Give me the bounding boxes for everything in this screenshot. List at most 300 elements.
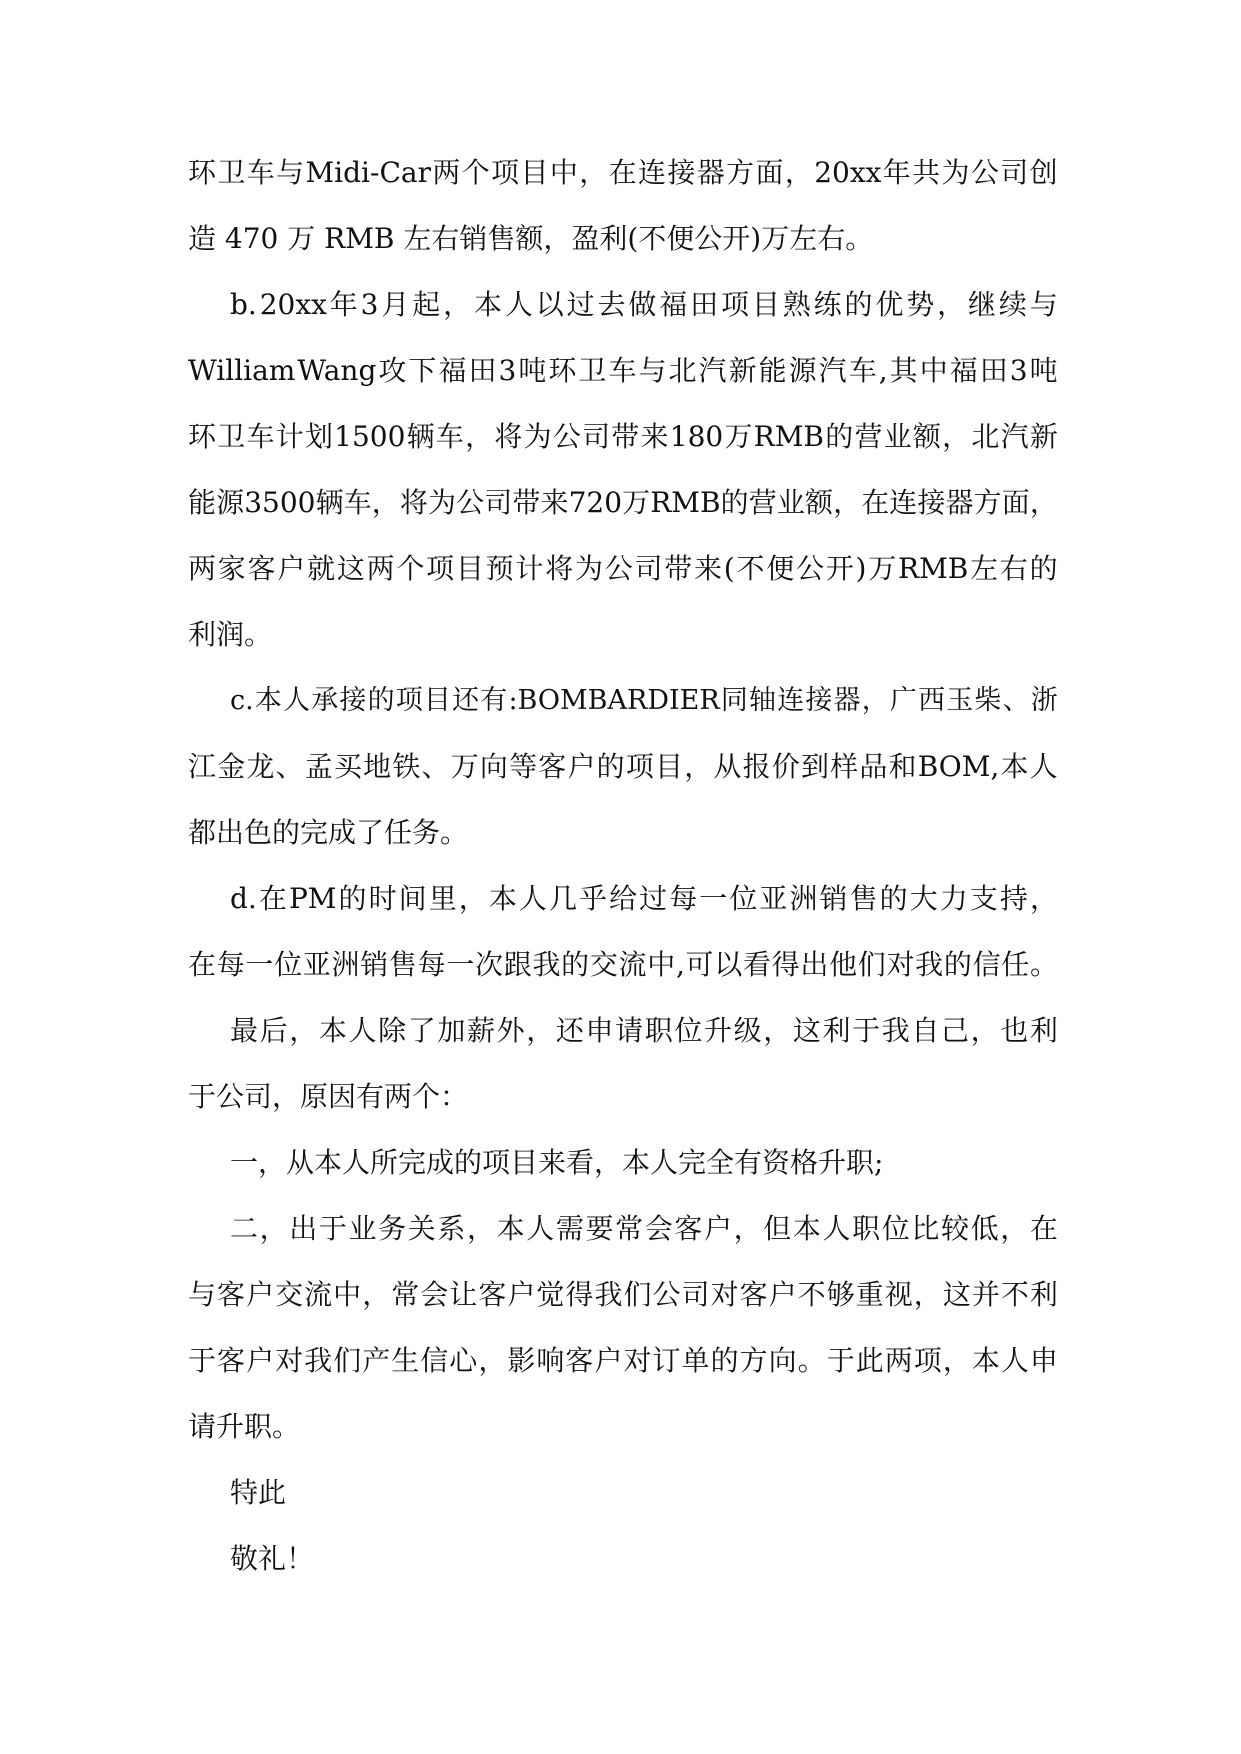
text-segment: ， bbox=[913, 1278, 942, 1311]
text-segment: 看 bbox=[742, 948, 771, 981]
text-segment: 为 bbox=[574, 552, 603, 585]
text-segment: 计 bbox=[515, 552, 544, 585]
text-segment: 公 bbox=[796, 552, 825, 585]
document-body bbox=[188, 156, 1058, 1608]
text-segment: 两 bbox=[432, 156, 461, 189]
text-segment: 司 bbox=[634, 552, 663, 585]
text-segment: 柴 bbox=[974, 685, 1002, 716]
text-segment: 势 bbox=[906, 288, 935, 321]
text-segment: 觉 bbox=[536, 1278, 565, 1311]
text-segment: 铁 bbox=[392, 750, 421, 783]
text-segment: 车 bbox=[246, 420, 275, 453]
text-line bbox=[188, 486, 1058, 552]
text-segment: 能 bbox=[758, 354, 787, 387]
text-segment: 给 bbox=[609, 882, 638, 915]
text-segment: 本 bbox=[792, 1212, 821, 1245]
text-segment: 升 bbox=[704, 1014, 733, 1047]
text-line bbox=[188, 1278, 1058, 1344]
text-segment: ， bbox=[937, 288, 966, 321]
text-segment: 于 bbox=[188, 1344, 217, 1377]
text-segment: 薪 bbox=[467, 1014, 496, 1047]
text-segment: PM bbox=[288, 882, 337, 915]
text-segment: 够 bbox=[826, 1278, 855, 1311]
text-segment: d. bbox=[230, 882, 257, 915]
text-segment: 的 bbox=[879, 882, 908, 915]
text-segment: 卫 bbox=[217, 156, 246, 189]
text-segment: 申 bbox=[1029, 1344, 1058, 1377]
text-segment: 孟 bbox=[304, 750, 333, 783]
text-segment: 以 bbox=[535, 288, 564, 321]
text-segment: 玉 bbox=[946, 685, 974, 716]
text-segment: ) bbox=[855, 552, 867, 585]
text-line: 都出色的完成了任务。 bbox=[188, 816, 469, 849]
text-segment: 常 bbox=[391, 1278, 420, 1311]
text-segment: 可 bbox=[685, 948, 714, 981]
text-segment: 们 bbox=[857, 948, 886, 981]
text-segment: RMB bbox=[650, 486, 721, 519]
text-segment: 公 bbox=[552, 420, 581, 453]
text-segment: 项 bbox=[491, 156, 520, 189]
text-segment: 位 bbox=[674, 1014, 703, 1047]
text-segment: 年 bbox=[329, 288, 358, 321]
text-segment: 连 bbox=[889, 486, 918, 519]
text-segment: 万 bbox=[724, 420, 753, 453]
text-segment: 客 bbox=[247, 552, 276, 585]
text-segment: 将 bbox=[545, 552, 574, 585]
text-segment: 带 bbox=[512, 486, 541, 519]
text-segment: 同 bbox=[720, 685, 748, 716]
text-segment: 在 bbox=[608, 156, 637, 189]
text-segment: 、 bbox=[421, 750, 450, 783]
text-segment: 在 bbox=[1029, 1212, 1058, 1245]
text-segment: 项 bbox=[625, 750, 654, 783]
text-segment: ， bbox=[526, 1014, 555, 1047]
text-segment: 洲 bbox=[331, 948, 360, 981]
text-segment: ( bbox=[723, 552, 735, 585]
text-segment: 器 bbox=[945, 486, 974, 519]
text-segment: 二 bbox=[230, 1212, 259, 1245]
text-segment: 180 bbox=[669, 420, 724, 453]
text-segment: 两 bbox=[366, 552, 395, 585]
text-segment: 户 bbox=[507, 1278, 536, 1311]
text-segment: 本 bbox=[254, 685, 282, 716]
text-segment: 接 bbox=[667, 156, 696, 189]
text-segment: 最 bbox=[230, 1014, 259, 1047]
text-segment: 和 bbox=[888, 750, 917, 783]
text-segment: 器 bbox=[696, 156, 725, 189]
text-segment: 价 bbox=[771, 750, 800, 783]
text-segment: 利 bbox=[1029, 1278, 1058, 1311]
text-segment: 本 bbox=[496, 1212, 525, 1245]
text-segment: 业 bbox=[776, 486, 805, 519]
text-segment: 器 bbox=[833, 685, 861, 716]
text-segment: 产 bbox=[362, 1344, 391, 1377]
text-segment: 接 bbox=[917, 486, 946, 519]
text-segment: 车 bbox=[435, 420, 464, 453]
text-segment: 但 bbox=[763, 1212, 792, 1245]
text-segment: 利 bbox=[822, 1014, 851, 1047]
text-segment: 不 bbox=[736, 552, 765, 585]
text-segment: 练 bbox=[813, 288, 842, 321]
text-segment: 龙 bbox=[246, 750, 275, 783]
text-line bbox=[188, 750, 1058, 816]
text-segment: 间 bbox=[398, 882, 427, 915]
text-segment: 本 bbox=[488, 882, 517, 915]
text-segment: Midi-Car bbox=[305, 156, 431, 189]
text-segment: 方 bbox=[739, 1344, 768, 1377]
text-line: 请升职。 bbox=[188, 1410, 301, 1443]
text-segment: 继 bbox=[967, 288, 996, 321]
text-segment: 方 bbox=[726, 156, 755, 189]
text-segment: 影 bbox=[507, 1344, 536, 1377]
text-segment: 过 bbox=[566, 288, 595, 321]
text-segment: 每 bbox=[669, 882, 698, 915]
text-segment: 司 bbox=[484, 486, 513, 519]
text-segment: 3 bbox=[360, 288, 379, 321]
text-segment: 职 bbox=[644, 1014, 673, 1047]
text-segment: 位 bbox=[274, 948, 303, 981]
text-segment: 目 bbox=[455, 552, 484, 585]
text-segment: 。 bbox=[797, 1344, 826, 1377]
text-segment: 重 bbox=[855, 1278, 884, 1311]
text-segment: 3500 bbox=[244, 486, 316, 519]
text-segment: 向 bbox=[768, 1344, 797, 1377]
text-segment: 业 bbox=[348, 1212, 377, 1245]
text-segment: 买 bbox=[333, 750, 362, 783]
text-segment: 对 bbox=[886, 948, 915, 981]
text-segment: 的 bbox=[596, 750, 625, 783]
text-segment: 。 bbox=[1029, 948, 1058, 981]
text-segment: 、 bbox=[275, 750, 304, 783]
text-segment: 利 bbox=[1029, 1014, 1058, 1047]
text-segment: 福 bbox=[659, 288, 688, 321]
text-segment: 田 bbox=[468, 354, 497, 387]
text-segment: 流 bbox=[618, 948, 647, 981]
text-segment: 家 bbox=[217, 552, 246, 585]
text-segment: 中 bbox=[919, 354, 948, 387]
text-segment: 将 bbox=[494, 420, 523, 453]
text-segment: 源 bbox=[216, 486, 245, 519]
closing-line-1: 特此 bbox=[230, 1476, 287, 1509]
text-segment: 来 bbox=[640, 420, 669, 453]
text-segment: 起 bbox=[412, 288, 441, 321]
text-segment: b. bbox=[230, 288, 257, 321]
text-segment: 的 bbox=[710, 1344, 739, 1377]
text-segment: 的 bbox=[825, 420, 854, 453]
text-segment: 为 bbox=[523, 420, 552, 453]
text-segment: 的 bbox=[561, 948, 590, 981]
closing-line-2: 敬礼！ bbox=[230, 1542, 315, 1575]
text-segment: 对 bbox=[275, 1344, 304, 1377]
text-segment: 请 bbox=[615, 1014, 644, 1047]
text-segment: 户 bbox=[594, 1344, 623, 1377]
text-segment: 广 bbox=[889, 685, 917, 716]
text-segment: 交 bbox=[589, 948, 618, 981]
text-segment: 品 bbox=[859, 750, 888, 783]
text-segment: 万 bbox=[622, 486, 651, 519]
text-segment: 两 bbox=[188, 552, 217, 585]
text-segment: 方 bbox=[973, 486, 1002, 519]
text-segment: 售 bbox=[849, 882, 878, 915]
text-segment: 计 bbox=[275, 420, 304, 453]
text-segment: 务 bbox=[378, 1212, 407, 1245]
text-segment: ， bbox=[733, 1212, 762, 1245]
text-segment: 目 bbox=[423, 685, 451, 716]
text-segment: 万 bbox=[868, 552, 897, 585]
text-segment: 车 bbox=[848, 354, 877, 387]
text-line: 利润。 bbox=[188, 618, 273, 651]
text-segment: 几 bbox=[548, 882, 577, 915]
text-segment: 自 bbox=[911, 1014, 940, 1047]
text-segment: 左 bbox=[970, 552, 999, 585]
text-segment: 我 bbox=[304, 1344, 333, 1377]
text-segment: 时 bbox=[368, 882, 397, 915]
text-segment: 中 bbox=[647, 948, 676, 981]
text-segment: 卫 bbox=[217, 420, 246, 453]
text-line bbox=[188, 354, 1058, 420]
text-segment: 1500 bbox=[334, 420, 406, 453]
text-segment: 要 bbox=[585, 1212, 614, 1245]
text-segment: 卫 bbox=[578, 354, 607, 387]
text-segment: 外 bbox=[496, 1014, 525, 1047]
text-segment: 人 bbox=[822, 1212, 851, 1245]
text-segment: 客 bbox=[478, 1278, 507, 1311]
text-segment: ， bbox=[763, 1014, 792, 1047]
text-segment: 比 bbox=[911, 1212, 940, 1245]
text-segment: 信 bbox=[972, 948, 1001, 981]
text-segment: 源 bbox=[788, 354, 817, 387]
text-segment: 年 bbox=[882, 156, 911, 189]
text-segment: 除 bbox=[378, 1014, 407, 1047]
text-line: 造 470 万 RMB 左右销售额，盈利(不便公开)万左右。 bbox=[188, 222, 874, 255]
text-segment: 公 bbox=[604, 552, 633, 585]
text-segment: 亚 bbox=[302, 948, 331, 981]
text-segment: 去 bbox=[597, 288, 626, 321]
text-segment: 开 bbox=[825, 552, 854, 585]
text-segment: 力 bbox=[939, 882, 968, 915]
text-segment: 低 bbox=[970, 1212, 999, 1245]
text-segment: 客 bbox=[538, 750, 567, 783]
text-segment: 与 bbox=[188, 1278, 217, 1311]
text-segment: 连 bbox=[777, 685, 805, 716]
text-segment: 与 bbox=[276, 156, 305, 189]
text-segment: 北 bbox=[971, 420, 1000, 453]
text-segment: 人 bbox=[1000, 1344, 1029, 1377]
text-segment: 汽 bbox=[818, 354, 847, 387]
text-segment: c. bbox=[230, 685, 254, 716]
text-segment: 于 bbox=[318, 1212, 347, 1245]
text-segment: 下 bbox=[408, 354, 437, 387]
text-segment: 人 bbox=[518, 882, 547, 915]
text-segment: 中 bbox=[333, 1278, 362, 1311]
text-segment: 720 bbox=[568, 486, 623, 519]
text-segment: 样 bbox=[830, 750, 859, 783]
text-segment: BOM, bbox=[917, 750, 1000, 783]
text-segment: 公 bbox=[652, 1278, 681, 1311]
text-segment: 到 bbox=[800, 750, 829, 783]
text-segment: 营 bbox=[854, 420, 883, 453]
text-segment: 做 bbox=[628, 288, 657, 321]
text-segment: 浙 bbox=[1030, 685, 1058, 716]
paragraph-c-first-line bbox=[188, 684, 1058, 750]
text-segment: 的 bbox=[844, 288, 873, 321]
text-segment: ， bbox=[833, 486, 862, 519]
text-segment: 在 bbox=[861, 486, 890, 519]
text-segment: 这 bbox=[336, 552, 365, 585]
text-segment: RMB bbox=[897, 552, 969, 585]
text-segment: ， bbox=[942, 1344, 971, 1377]
text-segment: 车 bbox=[246, 156, 275, 189]
text-segment: 面 bbox=[1001, 486, 1030, 519]
text-segment: 额 bbox=[804, 486, 833, 519]
text-segment: 此 bbox=[855, 1344, 884, 1377]
text-segment: ， bbox=[465, 420, 494, 453]
text-segment: 金 bbox=[217, 750, 246, 783]
text-segment: 目 bbox=[520, 156, 549, 189]
text-segment: ， bbox=[467, 1212, 496, 1245]
text-segment: 生 bbox=[391, 1344, 420, 1377]
text-segment: ， bbox=[259, 1212, 288, 1245]
text-segment: 客 bbox=[674, 1212, 703, 1245]
reason-two-first-line bbox=[188, 1212, 1058, 1278]
text-segment: 接 bbox=[805, 685, 833, 716]
text-segment: 能 bbox=[188, 486, 217, 519]
text-segment: 月 bbox=[381, 288, 410, 321]
text-segment: 环 bbox=[548, 354, 577, 387]
text-segment: 大 bbox=[909, 882, 938, 915]
text-segment: 地 bbox=[363, 750, 392, 783]
text-segment: ， bbox=[458, 882, 487, 915]
text-segment: 一 bbox=[699, 882, 728, 915]
text-segment: 创 bbox=[1029, 156, 1058, 189]
text-segment: 户 bbox=[567, 750, 596, 783]
text-segment: 田 bbox=[979, 354, 1008, 387]
text-segment: 有 bbox=[480, 685, 508, 716]
text-segment: 较 bbox=[941, 1212, 970, 1245]
text-segment: 新 bbox=[728, 354, 757, 387]
text-segment: :BOMBARDIER bbox=[508, 685, 720, 716]
text-segment: 司 bbox=[582, 420, 611, 453]
text-segment: 响 bbox=[536, 1344, 565, 1377]
text-segment: ， bbox=[784, 156, 813, 189]
text-segment: 为 bbox=[428, 486, 457, 519]
text-segment: ， bbox=[861, 685, 889, 716]
text-segment: 向 bbox=[479, 750, 508, 783]
text-segment: Wang bbox=[297, 354, 377, 387]
text-segment: 己 bbox=[941, 1014, 970, 1047]
text-segment: 里 bbox=[428, 882, 457, 915]
text-segment: 的 bbox=[1029, 552, 1058, 585]
text-segment: 会 bbox=[644, 1212, 673, 1245]
paragraph-d-first-line bbox=[188, 882, 1058, 948]
text-segment: 得 bbox=[771, 948, 800, 981]
text-segment: ， bbox=[443, 288, 472, 321]
text-segment: 销 bbox=[360, 948, 389, 981]
text-segment: 报 bbox=[742, 750, 771, 783]
text-segment: 们 bbox=[623, 1278, 652, 1311]
text-segment: 次 bbox=[475, 948, 504, 981]
text-segment: 后 bbox=[259, 1014, 288, 1047]
text-segment: 出 bbox=[289, 1212, 318, 1245]
text-segment: 客 bbox=[217, 1344, 246, 1377]
text-segment: 划 bbox=[304, 420, 333, 453]
text-segment: 熟 bbox=[782, 288, 811, 321]
text-segment: 订 bbox=[652, 1344, 681, 1377]
text-segment: 目 bbox=[751, 288, 780, 321]
text-segment: 辆 bbox=[406, 420, 435, 453]
text-segment: 其 bbox=[889, 354, 918, 387]
text-segment: 一 bbox=[245, 948, 274, 981]
paragraph-finally-first-line bbox=[188, 1014, 1058, 1080]
text-segment: 福 bbox=[949, 354, 978, 387]
text-segment: 公 bbox=[970, 156, 999, 189]
text-segment: 我 bbox=[915, 948, 944, 981]
text-segment: 车 bbox=[343, 486, 372, 519]
text-segment: 不 bbox=[797, 1278, 826, 1311]
text-segment: 于 bbox=[826, 1344, 855, 1377]
text-segment: 每 bbox=[216, 948, 245, 981]
text-segment: ， bbox=[1000, 1212, 1029, 1245]
text-segment: 户 bbox=[277, 552, 306, 585]
text-segment: 中 bbox=[549, 156, 578, 189]
text-segment: 客 bbox=[565, 1344, 594, 1377]
text-segment: 本 bbox=[473, 288, 502, 321]
text-segment: 带 bbox=[611, 420, 640, 453]
text-segment: 环 bbox=[188, 156, 217, 189]
text-segment: 人 bbox=[526, 1212, 555, 1245]
text-segment: 每 bbox=[417, 948, 446, 981]
text-segment: 与 bbox=[1029, 288, 1058, 321]
paragraph-b-first-line bbox=[188, 288, 1058, 354]
text-segment: 共 bbox=[912, 156, 941, 189]
text-segment: , bbox=[878, 354, 888, 387]
text-segment: 任 bbox=[1001, 948, 1030, 981]
text-segment: 来 bbox=[540, 486, 569, 519]
text-segment: 职 bbox=[852, 1212, 881, 1245]
text-segment: 连 bbox=[637, 156, 666, 189]
text-segment: 户 bbox=[704, 1212, 733, 1245]
text-segment: 过 bbox=[639, 882, 668, 915]
text-segment: 会 bbox=[420, 1278, 449, 1311]
text-segment: 面 bbox=[755, 156, 784, 189]
text-segment: , bbox=[675, 948, 685, 981]
text-segment: 辆 bbox=[315, 486, 344, 519]
text-segment: 个 bbox=[461, 156, 490, 189]
text-segment: 项 bbox=[426, 552, 455, 585]
text-segment: 位 bbox=[881, 1212, 910, 1245]
text-segment: ， bbox=[579, 156, 608, 189]
text-segment: 万 bbox=[450, 750, 479, 783]
text-segment: 从 bbox=[713, 750, 742, 783]
text-segment: 吨 bbox=[518, 354, 547, 387]
text-segment: 司 bbox=[1000, 156, 1029, 189]
text-segment: 在 bbox=[188, 948, 217, 981]
text-segment: 20xx bbox=[814, 156, 882, 189]
text-segment: 项 bbox=[720, 288, 749, 321]
text-segment: 跟 bbox=[503, 948, 532, 981]
text-segment: 轴 bbox=[749, 685, 777, 716]
text-segment: 北 bbox=[668, 354, 697, 387]
text-segment: 户 bbox=[246, 1278, 275, 1311]
text-segment: 乎 bbox=[579, 882, 608, 915]
text-segment: 右 bbox=[999, 552, 1028, 585]
text-segment: 项 bbox=[913, 1344, 942, 1377]
text-segment: 的 bbox=[720, 486, 749, 519]
text-segment: 就 bbox=[307, 552, 336, 585]
text-segment: ， bbox=[970, 1014, 999, 1047]
text-segment: RMB bbox=[753, 420, 824, 453]
text-line bbox=[188, 156, 1058, 222]
